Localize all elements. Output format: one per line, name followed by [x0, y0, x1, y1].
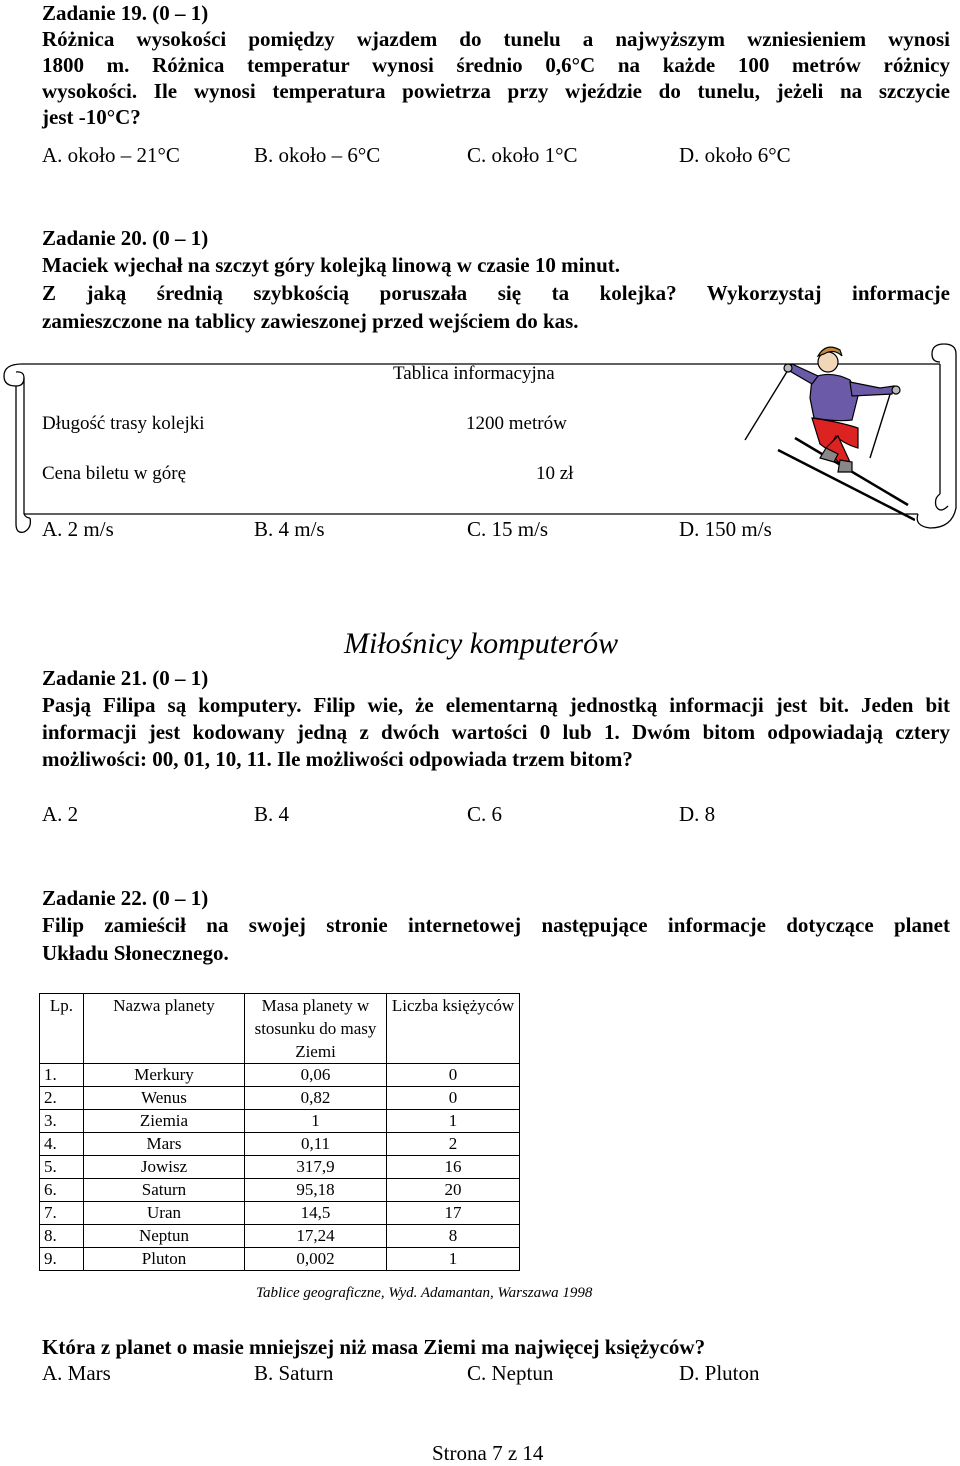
task-22-text-line: Filip zamieścił na swojej stronie internetowej następujące informacje dotyczące planet — [42, 913, 950, 937]
task-20-title: Zadanie 20. (0 – 1) — [42, 226, 209, 250]
table-row — [40, 1064, 520, 1087]
task-19-option-c: C. około 1°C — [467, 143, 578, 167]
cell-mass: 14,5 — [245, 1202, 387, 1225]
task-22-option-d: D. Pluton — [679, 1361, 760, 1385]
cell-mass: 17,24 — [245, 1225, 387, 1248]
task-20-option-c: C. 15 m/s — [467, 517, 549, 541]
cell-planet: Uran — [84, 1202, 245, 1225]
cell-mass: 317,9 — [245, 1156, 387, 1179]
task-21-option-c: C. 6 — [467, 802, 503, 826]
cell-moons: 16 — [387, 1156, 520, 1179]
board-title: Tablica informacyjna — [393, 363, 555, 384]
task-22-option-a: A. Mars — [42, 1361, 111, 1385]
header-planet-mass: Masa planety w stosunku do masy Ziemi — [245, 994, 387, 1064]
task-19-title: Zadanie 19. (0 – 1) — [42, 1, 209, 25]
cell-moons: 20 — [387, 1179, 520, 1202]
cell-planet: Ziemia — [84, 1110, 245, 1133]
cell-mass: 95,18 — [245, 1179, 387, 1202]
cell-lp: 2. — [40, 1087, 84, 1110]
cell-lp: 9. — [40, 1248, 84, 1271]
table-source-note: Tablice geograficzne, Wyd. Adamantan, Warszawa 1998 — [256, 1285, 593, 1301]
header-planet-name: Nazwa planety — [84, 994, 245, 1064]
task-21-title: Zadanie 21. (0 – 1) — [42, 666, 209, 690]
cell-planet: Neptun — [84, 1225, 245, 1248]
task-21-text-line: informacji jest kodowany jedną z dwóch wartości 0 lub 1. Dwóm bitom odpowiadają cztery — [42, 720, 950, 744]
task-20-text-line: Z jaką średnią szybkością poruszała się ta kolejka? Wykorzystaj informacje — [42, 281, 950, 305]
task-19-option-a: A. około – 21°C — [42, 143, 180, 167]
cell-planet: Saturn — [84, 1179, 245, 1202]
cell-planet: Wenus — [84, 1087, 245, 1110]
cell-planet: Merkury — [84, 1064, 245, 1087]
cell-planet: Pluton — [84, 1248, 245, 1271]
board-route-length-label: Długość trasy kolejki — [42, 413, 205, 434]
table-row — [40, 1133, 520, 1156]
cell-lp: 7. — [40, 1202, 84, 1225]
cell-mass: 0,06 — [245, 1064, 387, 1087]
section-heading: Miłośnicy komputerów — [344, 627, 619, 660]
cell-lp: 6. — [40, 1179, 84, 1202]
task-20-option-a: A. 2 m/s — [42, 517, 114, 541]
table-header-row — [40, 994, 520, 1064]
cell-lp: 5. — [40, 1156, 84, 1179]
board-ticket-price-label: Cena biletu w górę — [42, 463, 187, 484]
cell-mass: 1 — [245, 1110, 387, 1133]
table-row — [40, 1225, 520, 1248]
task-19-text-line: wysokości. Ile wynosi temperatura powietrza przy wjeździe do tunelu, jeżeli na szczycie — [42, 79, 950, 103]
planet-table — [39, 993, 520, 1271]
cell-planet: Mars — [84, 1133, 245, 1156]
cell-mass: 0,002 — [245, 1248, 387, 1271]
header-moon-count: Liczba księżyców — [387, 994, 520, 1064]
task-22-text-line: Układu Słonecznego. — [42, 941, 229, 965]
cell-lp: 1. — [40, 1064, 84, 1087]
table-row — [40, 1110, 520, 1133]
task-19-text-line: 1800 m. Różnica temperatur wynosi średnio 0,6°C na każde 100 metrów różnicy — [42, 53, 950, 77]
cell-moons: 1 — [387, 1110, 520, 1133]
skier-illustration — [740, 340, 915, 525]
header-lp: Lp. — [40, 994, 84, 1064]
task-19-text-line: Różnica wysokości pomiędzy wjazdem do tunelu a najwyższym wzniesieniem wynosi — [42, 27, 950, 51]
task-22-option-b: B. Saturn — [254, 1361, 334, 1385]
task-20-option-b: B. 4 m/s — [254, 517, 325, 541]
task-21-text-line: Pasją Filipa są komputery. Filip wie, że elementarną jednostką informacji jest bit. Jeden bit — [42, 693, 950, 717]
table-row — [40, 1248, 520, 1271]
task-21-option-d: D. 8 — [679, 802, 716, 826]
cell-moons: 0 — [387, 1087, 520, 1110]
cell-lp: 4. — [40, 1133, 84, 1156]
task-20-text-line: zamieszczone na tablicy zawieszonej przed wejściem do kas. — [42, 309, 579, 333]
task-19-text-line: jest -10°C? — [42, 105, 141, 129]
cell-lp: 3. — [40, 1110, 84, 1133]
cell-moons: 0 — [387, 1064, 520, 1087]
task-21-option-b: B. 4 — [254, 802, 290, 826]
task-22-title: Zadanie 22. (0 – 1) — [42, 886, 209, 910]
task-19-option-d: D. około 6°C — [679, 143, 791, 167]
cell-mass: 0,11 — [245, 1133, 387, 1156]
table-row — [40, 1179, 520, 1202]
task-20-option-d: D. 150 m/s — [679, 517, 772, 541]
table-row — [40, 1087, 520, 1110]
task-20-text-line: Maciek wjechał na szczyt góry kolejką linową w czasie 10 minut. — [42, 253, 621, 277]
cell-planet: Jowisz — [84, 1156, 245, 1179]
cell-moons: 2 — [387, 1133, 520, 1156]
cell-lp: 8. — [40, 1225, 84, 1248]
board-route-length-value: 1200 metrów — [466, 413, 567, 434]
board-ticket-price-value: 10 zł — [536, 463, 574, 484]
page-number: Strona 7 z 14 — [432, 1441, 544, 1465]
cell-mass: 0,82 — [245, 1087, 387, 1110]
cell-moons: 1 — [387, 1248, 520, 1271]
task-19-option-b: B. około – 6°C — [254, 143, 381, 167]
table-row — [40, 1202, 520, 1225]
task-22-option-c: C. Neptun — [467, 1361, 554, 1385]
table-row — [40, 1156, 520, 1179]
task-21-text-line: możliwości: 00, 01, 10, 11. Ile możliwości odpowiada trzem bitom? — [42, 747, 633, 771]
task-22-question: Która z planet o masie mniejszej niż masa Ziemi ma najwięcej księżyców? — [42, 1335, 706, 1359]
cell-moons: 8 — [387, 1225, 520, 1248]
task-21-option-a: A. 2 — [42, 802, 79, 826]
cell-moons: 17 — [387, 1202, 520, 1225]
